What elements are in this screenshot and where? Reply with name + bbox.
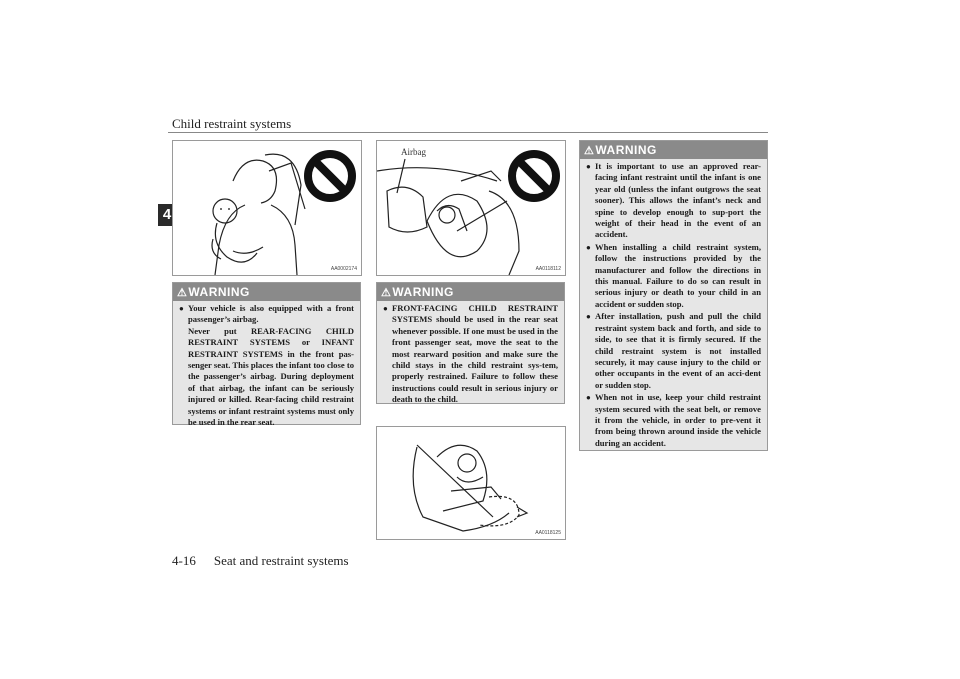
illustration-forward-facing-child-seat xyxy=(377,427,565,539)
page-number: 4-16 xyxy=(172,553,196,568)
bullet-icon: ● xyxy=(383,304,388,313)
warning-box-rear-facing-infant xyxy=(579,140,768,451)
figure-id: AA0002174 xyxy=(330,266,357,272)
bullet-icon: ● xyxy=(586,162,591,171)
warning-triangle-icon: ⚠ xyxy=(177,287,188,299)
figure-id: AA0118125 xyxy=(535,530,561,536)
prohibited-icon xyxy=(507,149,561,203)
footer-section-title: Seat and restraint systems xyxy=(213,553,349,568)
warning-item: ● FRONT-FACING CHILD RESTRAINT SYSTEMS should be used in the rear seat whenever possible. If one must be used in the front passenger seat, move the seat to the most rearward position and make sure the child stays in the child restraint sys-tem, properly restrained. Failure to follow these instructions could result in serious injury or death to the child. xyxy=(383,303,558,405)
bullet-icon: ● xyxy=(586,393,591,403)
bullet-icon: ● xyxy=(179,304,184,313)
figure-id: AA0118112 xyxy=(535,266,561,272)
warning-triangle-icon: ⚠ xyxy=(584,145,595,157)
chapter-tab: 4 xyxy=(158,204,176,226)
figure-infant-held-in-lap xyxy=(172,140,362,276)
warning-triangle-icon: ⚠ xyxy=(381,287,392,299)
header-rule xyxy=(168,132,768,133)
warning-box-front-airbag xyxy=(172,282,361,428)
prohibited-icon xyxy=(303,149,357,203)
airbag-label: Airbag xyxy=(401,147,426,157)
warning-item: ● When installing a child restraint system, follow the instructions provided by the manufacturer and follow the directions in this manual. Failure to do so can result in serious injury or death to your child in an accident or sudden stop. xyxy=(586,241,761,309)
warning-heading: ⚠WARNING xyxy=(580,141,767,159)
bullet-icon: ● xyxy=(586,312,591,322)
warning-heading: ⚠WARNING xyxy=(173,283,360,301)
warning-heading: ⚠WARNING xyxy=(377,283,564,301)
warning-item: ● Your vehicle is also equipped with a front passenger’s airbag. Never put REAR-FACING CHILD RESTRAINT SYSTEMS or INFANT RESTRAINT SYSTEMS in the front pas-senger seat. This places the infant too close to the passenger’s airbag. During deployment of that airbag, the infant can be seriously injured or killed. Rear-facing child restraint systems or infant restraint systems must only be used in the rear seat. xyxy=(179,303,354,428)
figure-forward-facing-seat xyxy=(376,426,566,540)
bullet-icon: ● xyxy=(586,242,591,252)
warning-item: ● After installation, push and pull the child restraint system back and forth, and side to side, to see that it is firmly secured. If the child restraint system is not installed securely, it may cause injury to the child or other occupants in the event of an acci-dent or sudden stop. xyxy=(586,311,761,390)
page-header-title: Child restraint systems xyxy=(172,116,292,131)
warning-box-front-facing xyxy=(376,282,565,404)
warning-item: ● When not in use, keep your child restraint system secured with the seat belt, or remove it from the vehicle, in order to pre-vent it from being thrown around inside the vehicle during an accident. xyxy=(586,392,761,448)
warning-item: ● It is important to use an approved rear-facing infant restraint until the infant is one year old (unless the infant outgrows the seat sooner). This allows the infant’s neck and spine to develop enough to sup-port the weight of their head in the event of an accident. xyxy=(586,161,761,240)
page-footer xyxy=(172,553,349,569)
figure-rear-facing-airbag xyxy=(376,140,566,276)
